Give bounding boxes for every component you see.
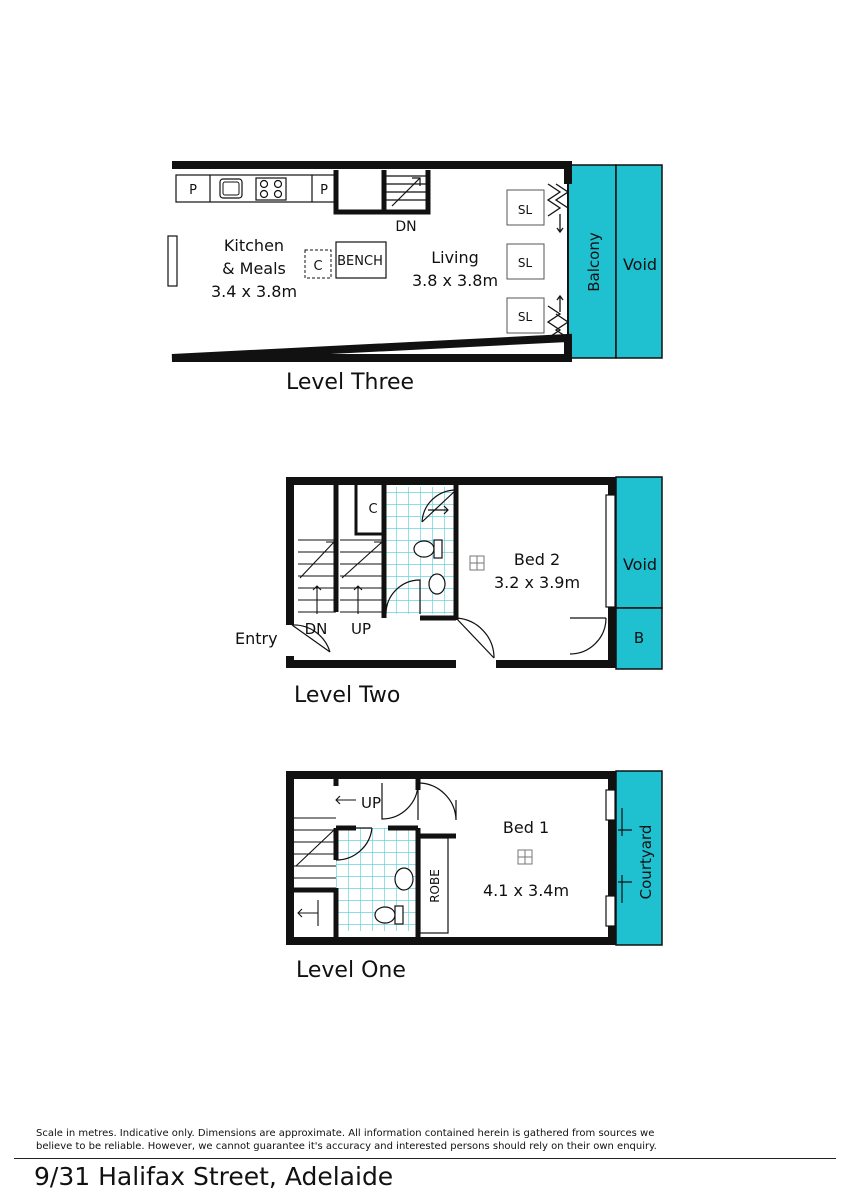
- level-three-plan: [168, 165, 662, 395]
- sliding-label-1: SL: [517, 203, 533, 217]
- living-name: Living: [431, 248, 479, 267]
- entry-label: Entry: [235, 629, 278, 648]
- sliding-label-3: SL: [517, 310, 533, 324]
- kitchen-window: [168, 236, 177, 286]
- balcony-label: Balcony: [585, 232, 603, 292]
- stairs-up-icon: [340, 540, 384, 614]
- pantry-left-label: P: [189, 183, 197, 198]
- footer-divider: [14, 1158, 836, 1159]
- stairs-down-icon: [298, 540, 336, 614]
- living-dims: 3.8 x 3.8m: [411, 271, 499, 290]
- bench-label: BENCH: [337, 254, 383, 269]
- disclaimer-text: Scale in metres. Indicative only. Dimensions are approximate. All information contained herein is gathered from sources we believe to be reliable. However, we cannot guarantee it's accuracy and interested persons should rely on their own enquiry.: [36, 1128, 657, 1152]
- sliding-door-icon: [548, 184, 568, 338]
- robe-label: ROBE: [428, 869, 442, 903]
- void-area-two: [616, 477, 662, 608]
- stair-up-label-one: UP: [360, 794, 382, 812]
- stair-up-label-two: UP: [350, 620, 372, 638]
- sliding-label-2: SL: [517, 256, 533, 270]
- cupboard-label-two: C: [368, 502, 378, 517]
- level-two-title: Level Two: [294, 683, 401, 708]
- kitchen-name2: & Meals: [222, 259, 286, 278]
- kitchen-dims: 3.4 x 3.8m: [210, 282, 298, 301]
- void-label-two: Void: [622, 555, 658, 574]
- courtyard-label: Courtyard: [637, 824, 655, 900]
- b-label: B: [633, 629, 645, 647]
- level-two-plan: [235, 477, 662, 708]
- bed-one-name: Bed 1: [502, 818, 550, 837]
- bed-two-name: Bed 2: [513, 550, 561, 569]
- bed-two-dims: 3.2 x 3.9m: [493, 573, 581, 592]
- pantry-right-label: P: [320, 183, 328, 198]
- level-one-plan: [290, 771, 662, 983]
- stair-down-label-two: DN: [304, 620, 328, 638]
- bedroom-two-window: [606, 495, 615, 607]
- stair-down-label: DN: [395, 219, 417, 235]
- level-one-title: Level One: [296, 958, 406, 983]
- kitchen-name: Kitchen: [223, 236, 285, 255]
- level-three-title: Level Three: [286, 370, 415, 395]
- bed-one-dims: 4.1 x 3.4m: [482, 881, 570, 900]
- void-label: Void: [622, 255, 658, 274]
- cupboard-label: C: [313, 259, 323, 274]
- stair-down-icon: [384, 176, 428, 206]
- property-address: 9/31 Halifax Street, Adelaide: [34, 1162, 394, 1191]
